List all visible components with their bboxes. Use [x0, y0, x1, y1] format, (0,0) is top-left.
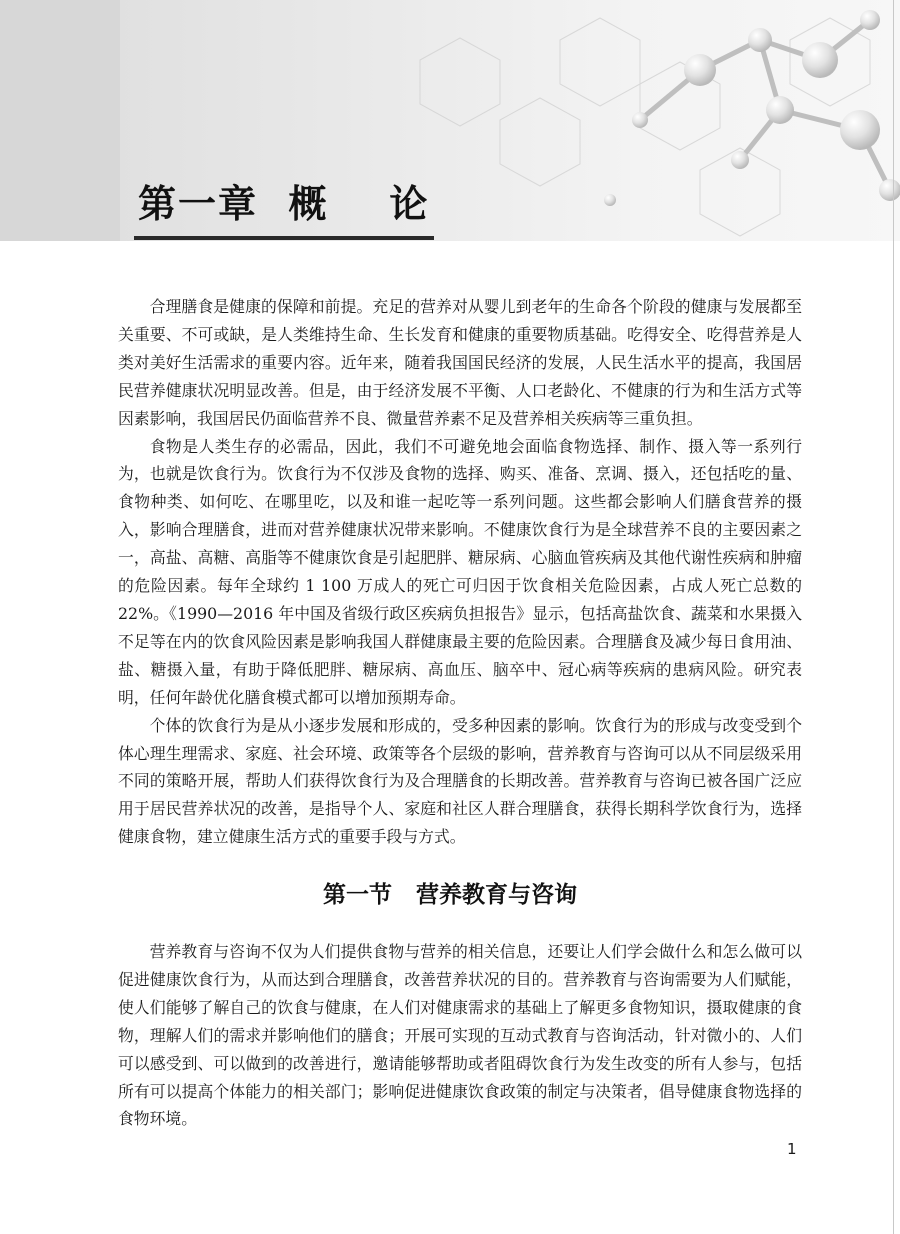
intro-paragraph-1: 合理膳食是健康的保障和前提。充足的营养对从婴儿到老年的生命各个阶段的健康与发展都至关重要、不可或缺，是人类维持生命、生长发育和健康的重要物质基础。吃得安全、吃得营养是人类对美好生活需求的重要内容。近年来，随着我国国民经济的发展，人民生活水平的提高，我国居民营养健康状况明显改善。但是，由于经济发展不平衡、人口老龄化、不健康的行为和生活方式等因素影响，我国居民仍面临营养不良、微量营养素不足及营养相关疾病等三重负担。: [118, 297, 802, 428]
section-paragraph-1: 营养教育与咨询不仅为人们提供食物与营养的相关信息，还要让人们学会做什么和怎么做可以促进健康饮食行为，从而达到合理膳食，改善营养状况的目的。营养教育与咨询需要为人们赋能，使人们能够了解自己的饮食与健康，在人们对健康需求的基础上了解更多食物知识，摄取健康的食物，理解人们的需求并影响他们的膳食；开展可实现的互动式教育与咨询活动，针对微小的、人们可以感受到、可以做到的改善进行，邀请能够帮助或者阻碍饮食行为发生改变的所有人参与，包括所有可以提高个体能力的相关部门；影响促进健康饮食政策的制定与决策者，倡导健康食物选择的食物环境。: [118, 942, 802, 1129]
intro-body: [118, 293, 802, 851]
molecule-decoration: [0, 0, 900, 241]
intro-paragraph-2: 食物是人类生存的必需品，因此，我们不可避免地会面临食物选择、制作、摄入等一系列行为，也就是饮食行为。饮食行为不仅涉及食物的选择、购买、准备、烹调、摄入，还包括吃的量、食物种类、如何吃、在哪里吃，以及和谁一起吃等一系列问题。这些都会影响人们膳食营养的摄入，影响合理膳食，进而对营养健康状况带来影响。不健康饮食行为是全球营养不良的主要因素之一，高盐、高糖、高脂等不健康饮食是引起肥胖、糖尿病、心脑血管疾病及其他代谢性疾病和肿瘤的危险因素。每年全球约 1 100 万成人的死亡可归因于饮食相关危险因素，占成人死亡总数的 22%。《1990—2016 年中国及省级行政区疾病负担报告》显示，包括高盐饮食、蔬菜和水果摄入不足等在内的饮食风险因素是影响我国人群健康最主要的危险因素。合理膳食及减少每日食用油、盐、糖摄入量，有助于降低肥胖、糖尿病、高血压、脑卒中、冠心病等疾病的患病风险。研究表明，任何年龄优化膳食模式都可以增加预期寿命。: [118, 436, 802, 707]
section-body: [118, 938, 802, 1133]
chapter-title: 第一章 概 论: [138, 182, 430, 226]
section-title: 第一节 营养教育与咨询: [322, 882, 578, 908]
chapter-banner: [0, 0, 900, 241]
page-edge-line: [893, 0, 894, 1234]
title-underline: [134, 236, 434, 240]
page-number: 1: [787, 1140, 797, 1158]
intro-paragraph-3: 个体的饮食行为是从小逐步发展和形成的，受多种因素的影响。饮食行为的形成与改变受到个体心理生理需求、家庭、社会环境、政策等各个层级的影响，营养教育与咨询可以从不同层级采用不同的策略开展，帮助人们获得饮食行为及合理膳食的长期改善。营养教育与咨询已被各国广泛应用于居民营养状况的改善，是指导个人、家庭和社区人群合理膳食，获得长期科学饮食行为，选择健康食物，建立健康生活方式的重要手段与方式。: [118, 715, 802, 847]
